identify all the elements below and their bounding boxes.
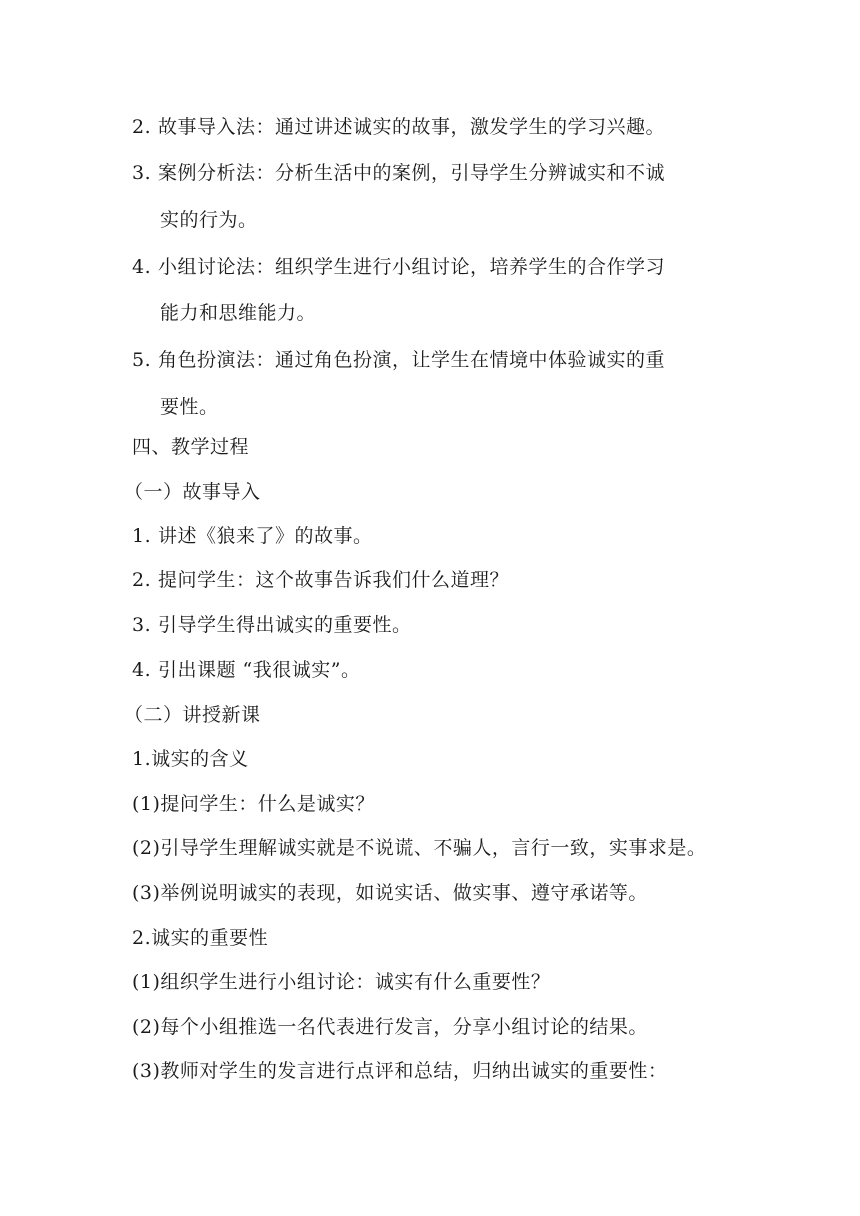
story-step-4 — [132, 658, 742, 682]
method-item-4-continuation: 能力和思维能力。 — [160, 302, 317, 324]
list-number: 1. — [132, 525, 152, 547]
part-2-item-2: (2)每个小组推选一名代表进行发言，分享小组讨论的结果。 — [132, 1016, 648, 1038]
list-number: 3. — [132, 614, 152, 636]
list-number: 4. — [132, 659, 152, 681]
list-number: 3. — [132, 162, 152, 184]
part-1-item-2: (2)引导学生理解诚实就是不说谎、不骗人，言行一致，实事求是。 — [132, 837, 707, 859]
part-1-title: 1.诚实的含义 — [132, 748, 249, 770]
story-step-3 — [132, 613, 742, 637]
subsection-heading-new-lesson: （二）讲授新课 — [124, 704, 261, 726]
method-item-4 — [132, 255, 742, 279]
list-number: 2. — [132, 569, 152, 591]
method-item-5 — [132, 348, 742, 372]
list-text: 引导学生得出诚实的重要性。 — [158, 614, 412, 636]
list-text: 小组讨论法：组织学生进行小组讨论，培养学生的合作学习 — [158, 256, 666, 278]
method-item-2 — [132, 115, 742, 139]
part-2-item-1: (1)组织学生进行小组讨论：诚实有什么重要性？ — [132, 971, 551, 993]
list-number: 5. — [132, 349, 152, 371]
section-heading: 四、教学过程 — [132, 436, 250, 458]
list-text: 角色扮演法：通过角色扮演，让学生在情境中体验诚实的重 — [158, 349, 666, 371]
list-text: 故事导入法：通过讲述诚实的故事，激发学生的学习兴趣。 — [158, 116, 666, 138]
method-item-3 — [132, 161, 742, 185]
list-text: 引出课题 “我很诚实”。 — [158, 659, 361, 681]
list-text: 提问学生：这个故事告诉我们什么道理？ — [158, 569, 510, 591]
part-2-title: 2.诚实的重要性 — [132, 927, 269, 949]
list-number: 4. — [132, 256, 152, 278]
part-1-item-1: (1)提问学生：什么是诚实？ — [132, 793, 375, 815]
story-step-2 — [132, 568, 742, 592]
list-number: 2. — [132, 116, 152, 138]
list-text: 讲述《狼来了》的故事。 — [158, 525, 373, 547]
list-text: 案例分析法：分析生活中的案例，引导学生分辨诚实和不诚 — [158, 162, 666, 184]
part-2-item-3: (3)教师对学生的发言进行点评和总结，归纳出诚实的重要性： — [132, 1060, 668, 1082]
story-step-1 — [132, 524, 742, 548]
subsection-heading-story: （一）故事导入 — [124, 481, 261, 503]
method-item-5-continuation: 要性。 — [160, 396, 219, 418]
method-item-3-continuation: 实的行为。 — [160, 209, 258, 231]
part-1-item-3: (3)举例说明诚实的表现，如说实话、做实事、遵守承诺等。 — [132, 882, 648, 904]
